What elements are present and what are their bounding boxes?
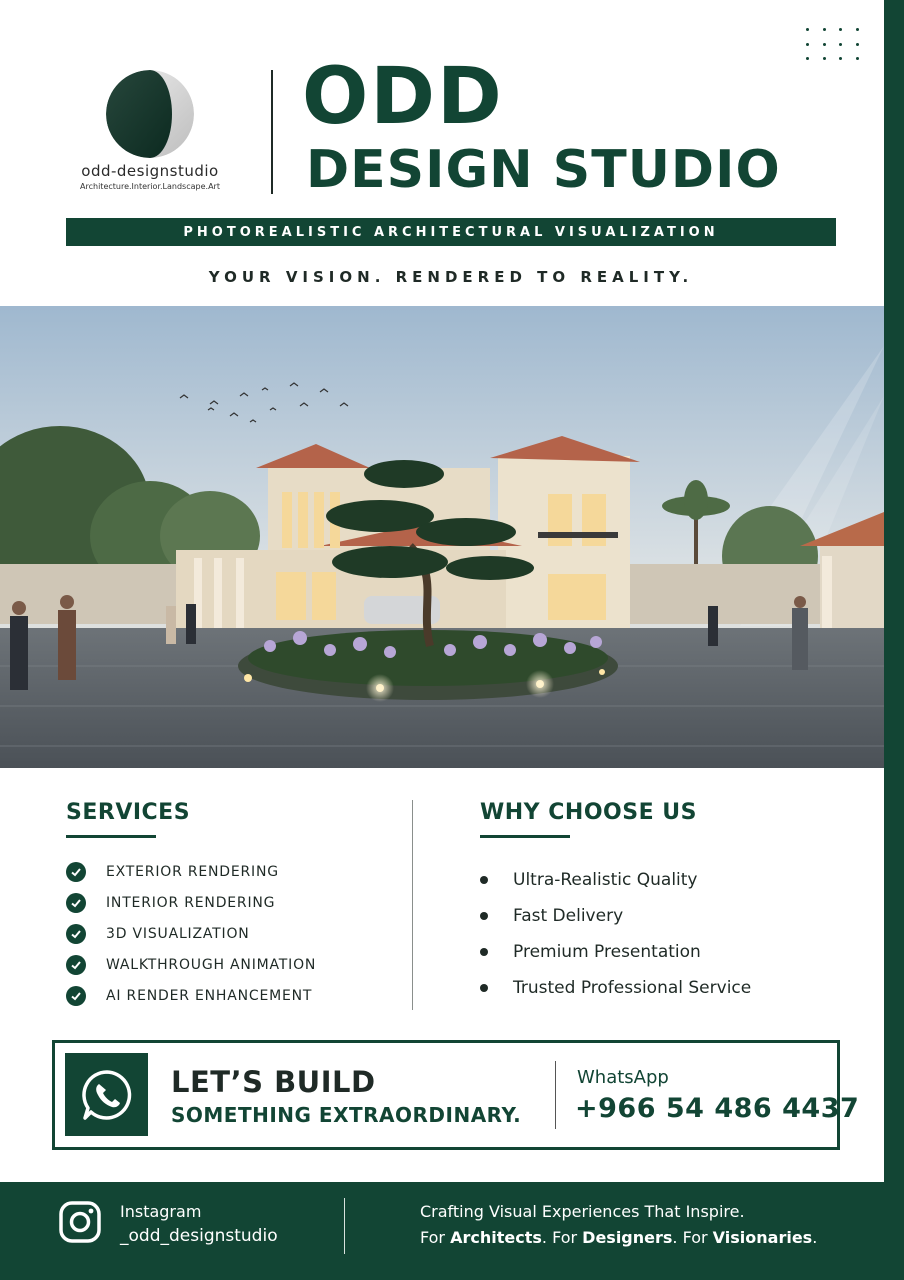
hero-render-image [0,306,884,768]
header-divider [271,70,273,194]
bullet-icon [480,876,488,884]
contact-cta-box [52,1040,860,1150]
brand-title-line1: ODD [302,52,504,142]
why-label: Trusted Professional Service [513,978,752,998]
brand-title-line2: DESIGN STUDIO [306,140,781,200]
service-item [66,980,386,1011]
footer-emphasis: Architects [450,1228,542,1247]
subtitle-band: PHOTOREALISTIC ARCHITECTURAL VISUALIZATION [66,218,836,246]
cta-subheadline: SOMETHING EXTRAORDINARY. [171,1103,522,1127]
footer-text: . For [672,1228,713,1247]
services-heading: SERVICES [66,800,191,825]
whatsapp-icon[interactable] [65,1053,148,1136]
logo-name: odd-designstudio [81,162,219,180]
bullet-icon [480,984,488,992]
instagram-label: Instagram [120,1202,202,1221]
check-icon [66,862,86,882]
footer-text: . [812,1228,818,1247]
footer-divider [344,1198,345,1254]
service-item [66,918,386,949]
why-label: Ultra-Realistic Quality [513,870,698,890]
why-label: Fast Delivery [513,906,624,926]
right-accent-bar [884,0,904,1280]
why-list [480,862,860,1006]
footer-text: For [420,1228,451,1247]
check-icon [66,986,86,1006]
footer-audience-line [420,1228,817,1247]
check-icon [66,893,86,913]
check-icon [66,924,86,944]
section-divider [412,800,413,1010]
cta-headline: LET’S BUILD [171,1065,376,1099]
service-label: EXTERIOR RENDERING [106,863,279,880]
why-label: Premium Presentation [513,942,701,962]
check-icon [66,955,86,975]
service-label: INTERIOR RENDERING [106,894,276,911]
service-label: AI RENDER ENHANCEMENT [106,987,313,1004]
why-underline [480,835,570,838]
footer-text: . For [541,1228,583,1247]
footer-slogan: Crafting Visual Experiences That Inspire. [420,1202,745,1221]
tagline: YOUR VISION. RENDERED TO REALITY. [208,268,694,286]
services-underline [66,835,156,838]
dots-pattern-icon [806,28,872,72]
why-item [480,934,860,970]
footer-emphasis: Visionaries [712,1228,813,1247]
why-item [480,898,860,934]
service-item [66,856,386,887]
service-item [66,887,386,918]
instagram-icon[interactable] [58,1200,102,1244]
bullet-icon [480,948,488,956]
footer-emphasis: Designers [582,1228,673,1247]
service-item [66,949,386,980]
instagram-handle-link[interactable]: _odd_designstudio [120,1226,278,1246]
bullet-icon [480,912,488,920]
service-label: WALKTHROUGH ANIMATION [106,956,317,973]
phone-number-link[interactable]: +966 54 486 4437 [575,1093,860,1124]
whatsapp-label: WhatsApp [577,1067,669,1088]
why-item [480,970,860,1006]
service-label: 3D VISUALIZATION [106,925,250,942]
services-list [66,856,386,1011]
logo-mark-icon [106,70,194,158]
why-heading: WHY CHOOSE US [480,800,697,825]
cta-divider [555,1061,556,1129]
why-item [480,862,860,898]
footer [0,1182,904,1280]
logo-tagline: Architecture.Interior.Landscape.Art [80,182,220,191]
